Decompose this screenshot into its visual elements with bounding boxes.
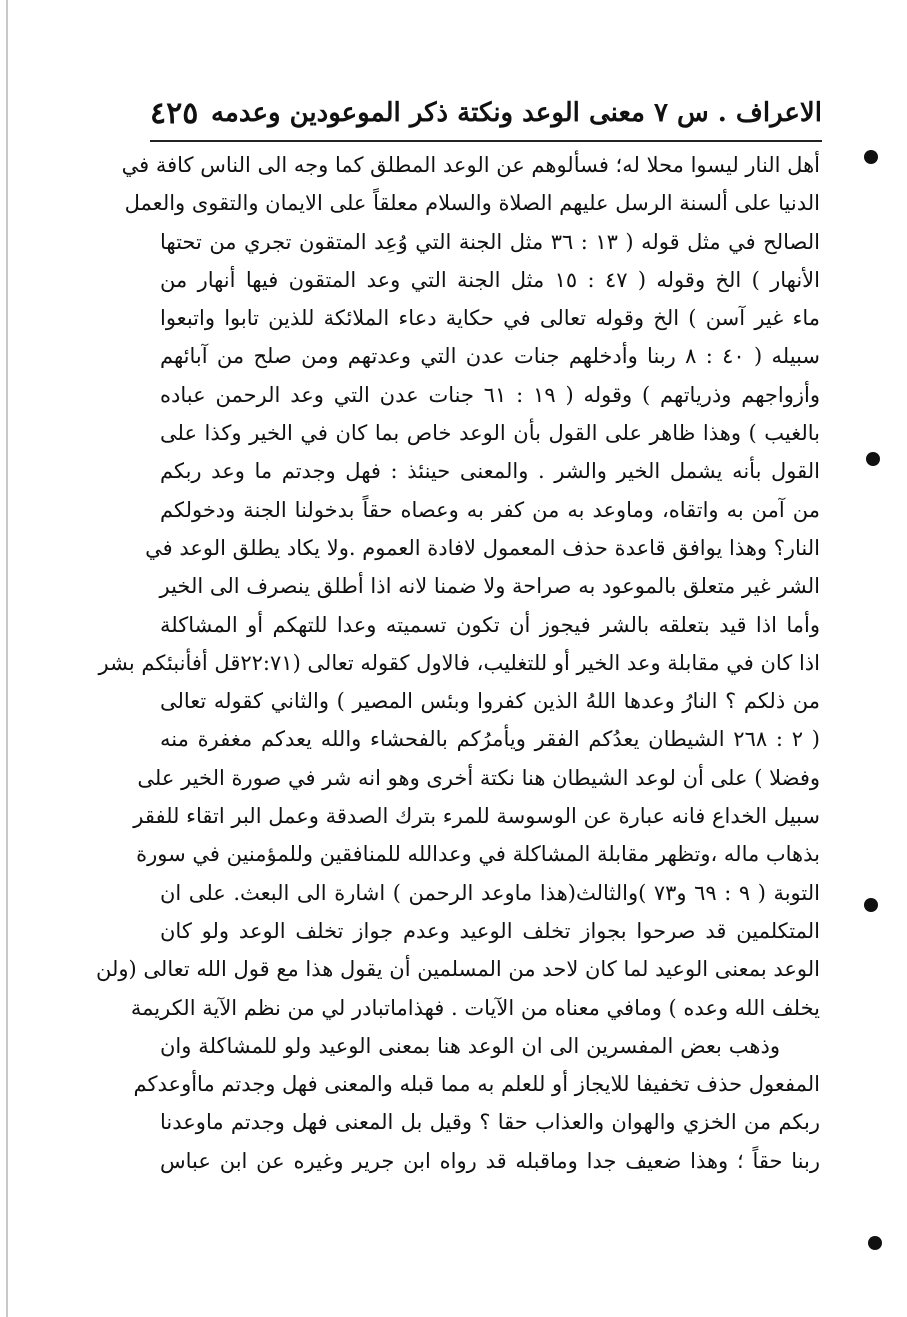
text-line: النار؟ وهذا يوافق قاعدة حذف المعمول لافادة العموم .ولا يكاد يطلق الوعد في — [145, 535, 820, 560]
page-edge-shadow — [6, 0, 8, 1317]
text-line: يخلف الله وعده ) ومافي معناه من الآيات . فهذاماتبادر لي من نظم الآية الكريمة — [130, 995, 820, 1020]
text-line: المتكلمين قد صرحوا بجواز تخلف الوعيد وعدم جواز تخلف الوعد ولو كان — [160, 918, 820, 943]
text-line: ( ٢ : ٢٦٨ الشيطان يعدُكم الفقر ويأمرُكم بالفحشاء والله يعدكم مغفرة منه — [160, 727, 820, 752]
margin-dot-icon — [868, 1236, 882, 1250]
text-line: الأنهار ) الخ وقوله ( ٤٧ : ١٥ مثل الجنة التي وعد المتقون فيها أنهار من — [160, 267, 820, 292]
text-line: ماء غير آسن ) الخ وقوله تعالى في حكاية دعاء الملائكة للذين تابوا واتبعوا — [160, 306, 820, 331]
text-line: الصالح في مثل قوله ( ١٣ : ٣٦ مثل الجنة التي وُعِد المتقون تجري من تحتها — [160, 229, 820, 254]
header-rule — [150, 140, 822, 142]
text-line: الشر غير متعلق بالموعود به صراحة ولا ضمنا لانه اذا أطلق ينصرف الى الخير — [159, 574, 820, 599]
text-line: من آمن به واتقاه، وماوعد به من كفر به وعصاه حقاً بدخولنا الجنة ودخولكم — [160, 497, 820, 522]
text-line: أهل النار ليسوا محلا له؛ فسألوهم عن الوعد المطلق كما وجه الى الناس كافة في — [121, 153, 820, 177]
margin-dot-icon — [864, 898, 878, 912]
text-line: الوعد بمعنى الوعيد لما كان لاحد من المسلمين أن يقول هذا مع قول الله تعالى (ولن — [96, 957, 820, 982]
text-line: من ذلكم ؟ النارُ وعدها اللهُ الذين كفروا وبئس المصير ) والثاني كقوله تعالى — [160, 689, 820, 714]
page-header — [150, 86, 822, 140]
text-line: سبيله ( ٤٠ : ٨ ربنا وأدخلهم جنات عدن التي وعدتهم ومن صلح من آبائهم — [160, 344, 820, 369]
running-head: الاعراف . س ٧ معنى الوعد ونكتة ذكر الموعودين وعدمه — [210, 98, 822, 128]
margin-dot-icon — [864, 150, 878, 164]
text-line: وأما اذا قيد بتعلقه بالشر فيجوز أن تكون تسميته وعدا للتهكم أو المشاكلة — [160, 612, 820, 637]
text-line: ربكم من الخزي والهوان والعذاب حقا ؟ وقيل بل المعنى فهل وجدتم ماوعدنا — [160, 1110, 820, 1135]
text-line: التوبة ( ٩ : ٦٩ و٧٣ )والثالث(هذا ماوعد الرحمن ) اشارة الى البعث. على ان — [160, 880, 820, 905]
text-line-paragraph-start: وذهب بعض المفسرين الى ان الوعد هنا بمعنى الوعيد ولو للمشاكلة وان — [160, 1033, 780, 1058]
text-line: ربنا حقاً ؛ وهذا ضعيف جدا وماقبله قد رواه ابن جرير وغيره عن ابن عباس — [160, 1148, 820, 1173]
body-text — [96, 146, 820, 1180]
text-line: سبيل الخداع فانه عبارة عن الوسوسة للمرء بترك الصدقة وعمل البر اتقاء للفقر — [133, 804, 820, 829]
text-line: وفضلا ) على أن لوعد الشيطان هنا نكتة أخرى وهو انه شر في صورة الخير على — [137, 765, 820, 790]
text-line: الدنيا على ألسنة الرسل عليهم الصلاة والسلام معلقاً على الايمان والتقوى والعمل — [124, 191, 820, 216]
text-line: وأزواجهم وذرياتهم ) وقوله ( ١٩ : ٦١ جنات عدن التي وعد الرحمن عباده — [160, 382, 820, 407]
text-line: المفعول حذف تخفيفا للايجاز أو للعلم به مما قبله والمعنى فهل وجدتم ماأوعدكم — [133, 1072, 820, 1097]
margin-dot-icon — [866, 452, 880, 466]
text-line: بذهاب ماله ،وتظهر مقابلة المشاكلة في وعدالله للمنافقين وللمؤمنين في سورة — [136, 842, 820, 867]
text-line: القول بأنه يشمل الخير والشر . والمعنى حينئذ : فهل وجدتم ما وعد ربكم — [160, 459, 820, 484]
page-number: ٤٢٥ — [150, 95, 199, 131]
text-line: بالغيب ) وهذا ظاهر على القول بأن الوعد خاص بما كان في الخير وكذا على — [160, 421, 820, 446]
text-line: اذا كان في مقابلة وعد الخير أو للتغليب، فالاول كقوله تعالى (٢٢:٧١قل أفأنبئكم بشر — [98, 650, 820, 675]
